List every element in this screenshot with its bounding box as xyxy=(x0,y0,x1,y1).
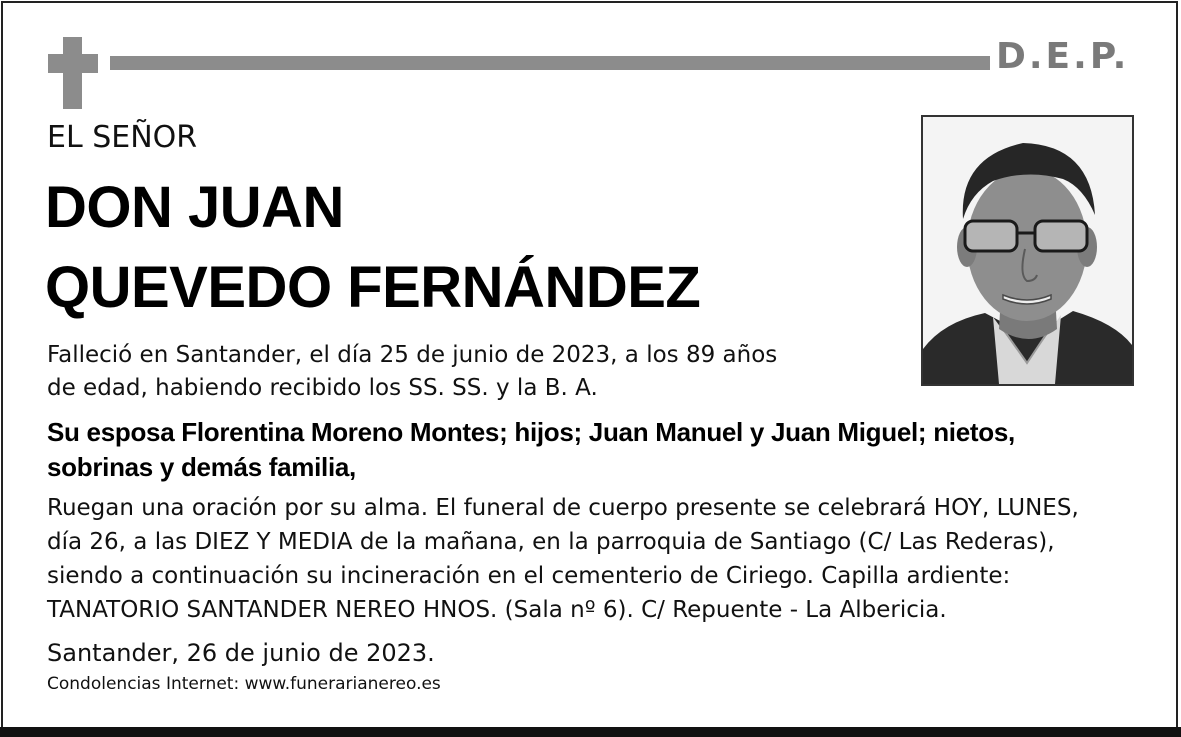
bottom-rule xyxy=(0,727,1181,737)
header-rule xyxy=(110,56,990,70)
funeral-line-3: siendo a continuación su incineración en el cementerio de Ciriego. Capilla ardiente: xyxy=(47,563,1011,589)
funeral-line-1: Ruegan una oración por su alma. El funeral de cuerpo presente se celebrará HOY, LUNES, xyxy=(47,495,1079,521)
cross-vertical-bar xyxy=(63,37,82,109)
funeral-line-2: día 26, a las DIEZ Y MEDIA de la mañana, en la parroquia de Santiago (C/ Las Rederas), xyxy=(47,529,1055,555)
portrait-photo xyxy=(921,115,1134,386)
death-notice-line-2: de edad, habiendo recibido los SS. SS. y la B. A. xyxy=(47,375,598,401)
family-line-2: sobrinas y demás familia, xyxy=(47,452,356,482)
dep-mark: D.E.P. xyxy=(996,36,1130,77)
portrait-illustration xyxy=(923,117,1132,384)
death-notice-line-1: Falleció en Santander, el día 25 de junio de 2023, a los 89 años xyxy=(47,342,778,368)
honorific: EL SEÑOR xyxy=(47,120,198,155)
family-line-1: Su esposa Florentina Moreno Montes; hijos; Juan Manuel y Juan Miguel; nietos, xyxy=(47,417,1015,447)
funeral-line-4: TANATORIO SANTANDER NEREO HNOS. (Sala nº 6). C/ Repuente - La Albericia. xyxy=(47,597,947,623)
place-date: Santander, 26 de junio de 2023. xyxy=(47,639,435,667)
deceased-name-line-2: QUEVEDO FERNÁNDEZ xyxy=(45,255,701,320)
cross-horizontal-bar xyxy=(48,54,98,73)
condolences-line: Condolencias Internet: www.funerarianereo.es xyxy=(47,674,441,694)
deceased-name-line-1: DON JUAN xyxy=(45,175,344,240)
